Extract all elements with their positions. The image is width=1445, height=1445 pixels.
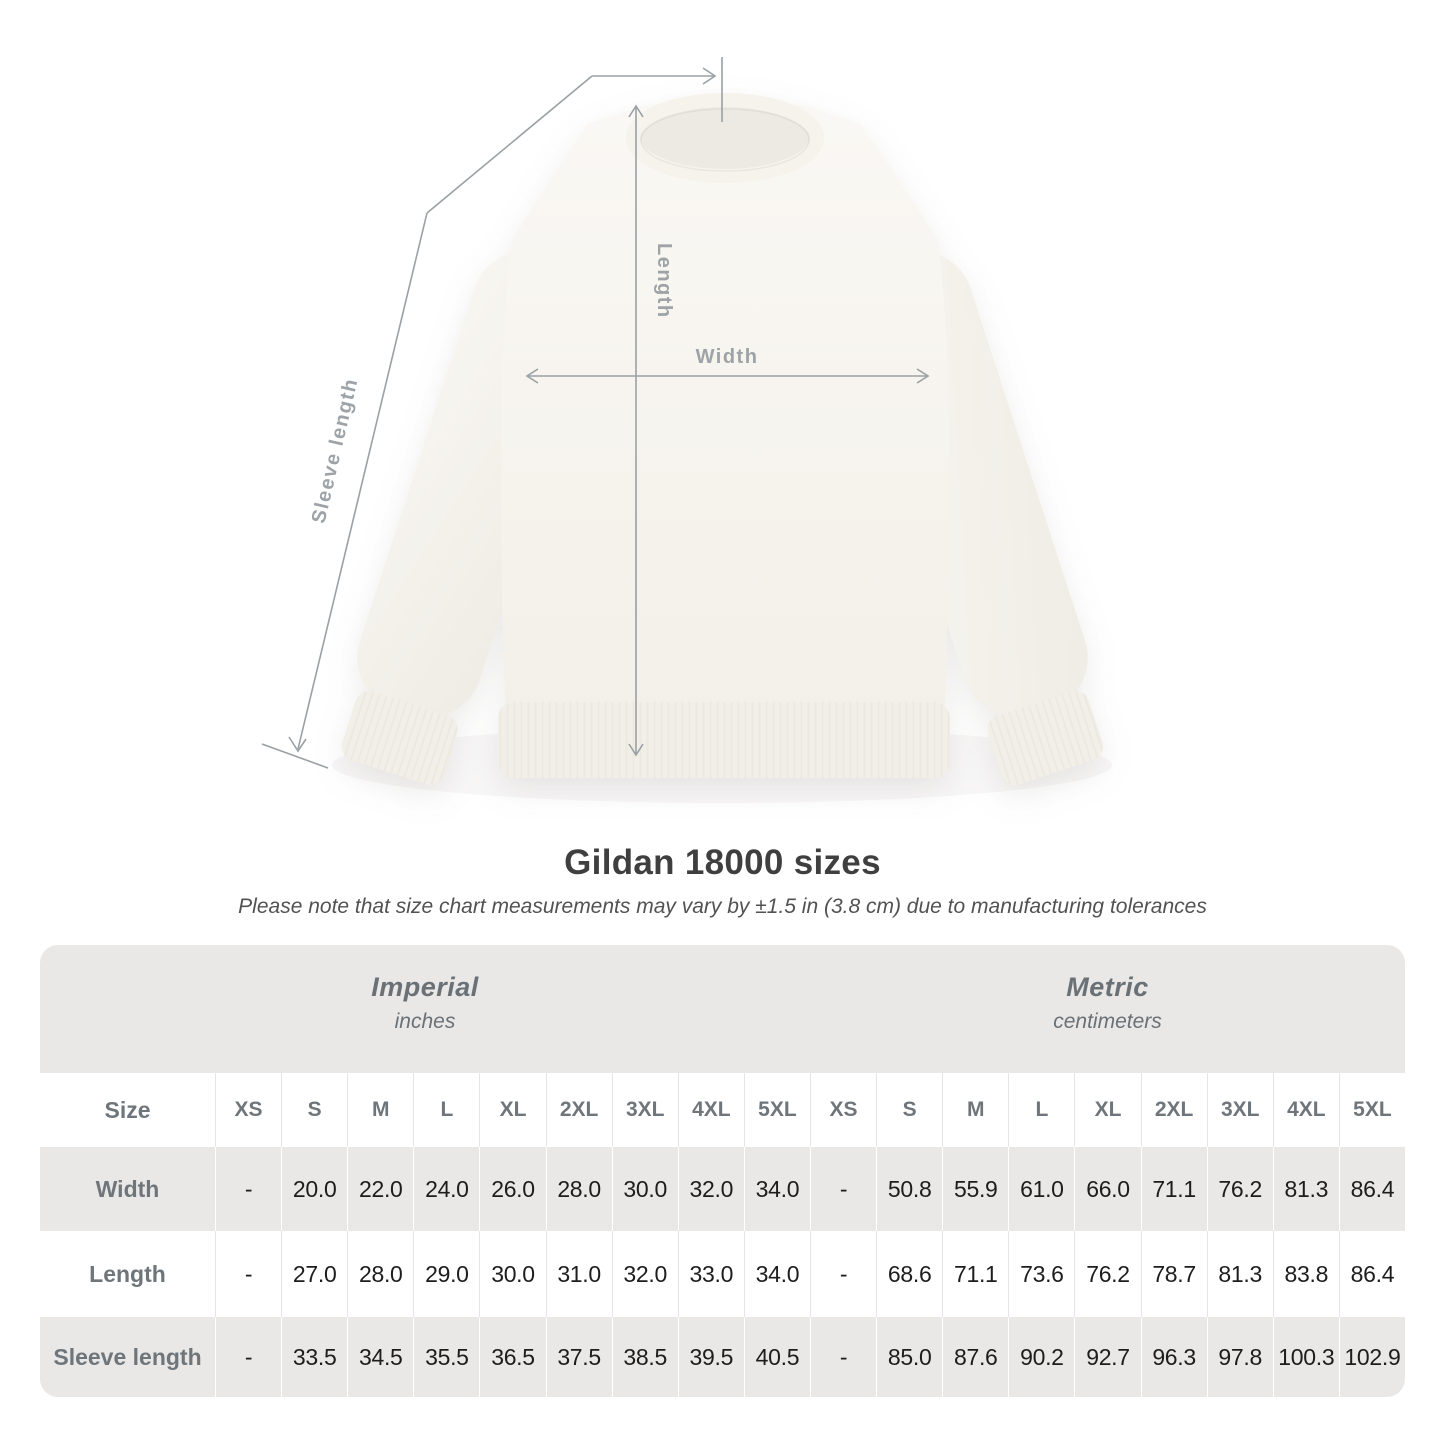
value-cell: 87.6	[942, 1317, 1008, 1397]
size-col-header: 5XL	[1339, 1073, 1405, 1147]
size-table	[40, 945, 1405, 1397]
value-cell: 76.2	[1074, 1231, 1140, 1317]
metric-title: Metric	[1066, 972, 1149, 1002]
size-header-row	[40, 1073, 1405, 1147]
value-cell: 34.0	[744, 1231, 810, 1317]
value-cell: 50.8	[876, 1147, 942, 1231]
size-col-header: 4XL	[678, 1073, 744, 1147]
value-cell: 66.0	[1074, 1147, 1140, 1231]
size-col-header: 2XL	[546, 1073, 612, 1147]
width-label: Width	[695, 346, 759, 368]
value-cell: 26.0	[479, 1147, 545, 1231]
length-label: Length	[653, 243, 675, 319]
value-cell: 81.3	[1207, 1231, 1273, 1317]
length-row	[40, 1231, 1405, 1317]
value-cell: 32.0	[612, 1231, 678, 1317]
value-cell: 73.6	[1008, 1231, 1074, 1317]
size-col-header: 2XL	[1141, 1073, 1207, 1147]
size-header-label: Size	[104, 1096, 151, 1123]
size-col-header: S	[281, 1073, 347, 1147]
value-cell: 92.7	[1074, 1317, 1140, 1397]
size-col-header: XS	[215, 1073, 281, 1147]
value-cell: -	[810, 1147, 876, 1231]
value-cell: 40.5	[744, 1317, 810, 1397]
value-cell: -	[215, 1231, 281, 1317]
size-col-header: XL	[1074, 1073, 1140, 1147]
value-cell: 68.6	[876, 1231, 942, 1317]
row-label-sleeve-length: Sleeve length	[53, 1343, 202, 1370]
value-cell: 100.3	[1273, 1317, 1339, 1397]
value-cell: 28.0	[546, 1147, 612, 1231]
torso	[501, 100, 949, 722]
value-cell: -	[215, 1147, 281, 1231]
unit-header-row	[40, 945, 1405, 1073]
value-cell: -	[810, 1317, 876, 1397]
size-col-header: L	[413, 1073, 479, 1147]
value-cell: 34.5	[347, 1317, 413, 1397]
size-col-header: XS	[810, 1073, 876, 1147]
value-cell: 38.5	[612, 1317, 678, 1397]
value-cell: 37.5	[546, 1317, 612, 1397]
value-cell: 71.1	[942, 1231, 1008, 1317]
metric-group-header	[810, 945, 1405, 1073]
value-cell: 81.3	[1273, 1147, 1339, 1231]
value-cell: 86.4	[1339, 1147, 1405, 1231]
value-cell: 20.0	[281, 1147, 347, 1231]
value-cell: 85.0	[876, 1317, 942, 1397]
value-cell: -	[810, 1231, 876, 1317]
value-cell: 33.0	[678, 1231, 744, 1317]
value-cell: 71.1	[1141, 1147, 1207, 1231]
width-row	[40, 1147, 1405, 1231]
value-cell: 76.2	[1207, 1147, 1273, 1231]
value-cell: 30.0	[612, 1147, 678, 1231]
size-col-header: M	[942, 1073, 1008, 1147]
value-cell: 96.3	[1141, 1317, 1207, 1397]
size-col-header: S	[876, 1073, 942, 1147]
size-col-header: 3XL	[612, 1073, 678, 1147]
sleeve-end-arrowhead	[289, 737, 306, 751]
value-cell: 31.0	[546, 1231, 612, 1317]
value-cell: 22.0	[347, 1147, 413, 1231]
value-cell: 33.5	[281, 1317, 347, 1397]
value-cell: 55.9	[942, 1147, 1008, 1231]
value-cell: 61.0	[1008, 1147, 1074, 1231]
value-cell: 83.8	[1273, 1231, 1339, 1317]
value-cell: 35.5	[413, 1317, 479, 1397]
imperial-unit: inches	[394, 1010, 456, 1033]
page-subtitle: Please note that size chart measurements may vary by ±1.5 in (3.8 cm) due to manufacturing tolerances	[238, 895, 1207, 918]
imperial-group-header	[40, 945, 810, 1073]
hem-band	[498, 702, 950, 778]
size-col-header: 5XL	[744, 1073, 810, 1147]
size-col-header: XL	[479, 1073, 545, 1147]
value-cell: 34.0	[744, 1147, 810, 1231]
page-title: Gildan 18000 sizes	[564, 843, 881, 882]
value-cell: 39.5	[678, 1317, 744, 1397]
size-col-header: 3XL	[1207, 1073, 1273, 1147]
value-cell: 32.0	[678, 1147, 744, 1231]
row-label-width: Width	[95, 1175, 160, 1202]
value-cell: 78.7	[1141, 1231, 1207, 1317]
metric-unit: centimeters	[1053, 1010, 1162, 1033]
size-col-header: 4XL	[1273, 1073, 1339, 1147]
value-cell: 97.8	[1207, 1317, 1273, 1397]
imperial-title: Imperial	[371, 972, 479, 1002]
row-label-length: Length	[89, 1260, 166, 1287]
collar	[633, 100, 817, 176]
size-col-header: L	[1008, 1073, 1074, 1147]
size-col-header: M	[347, 1073, 413, 1147]
sleeve-length-row	[40, 1317, 1405, 1397]
value-cell: 30.0	[479, 1231, 545, 1317]
value-cell: 36.5	[479, 1317, 545, 1397]
value-cell: 24.0	[413, 1147, 479, 1231]
value-cell: 29.0	[413, 1231, 479, 1317]
value-cell: 86.4	[1339, 1231, 1405, 1317]
value-cell: 27.0	[281, 1231, 347, 1317]
value-cell: 102.9	[1339, 1317, 1405, 1397]
value-cell: -	[215, 1317, 281, 1397]
value-cell: 28.0	[347, 1231, 413, 1317]
sweatshirt	[338, 100, 1107, 789]
value-cell: 90.2	[1008, 1317, 1074, 1397]
sleeve-length-label: Sleeve length	[307, 375, 363, 526]
